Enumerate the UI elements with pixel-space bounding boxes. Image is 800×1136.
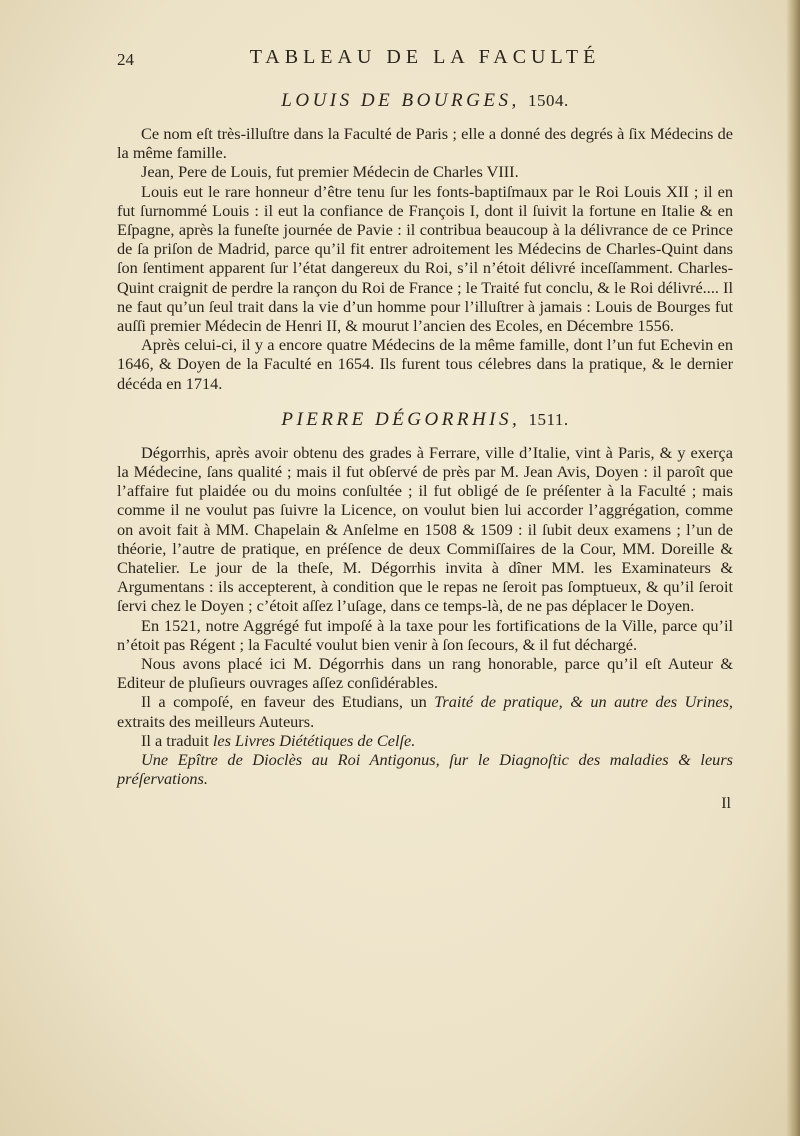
work-title-pratique: Traité de pratique, & un autre des Urines, xyxy=(434,692,733,712)
section-year: 1511. xyxy=(528,409,569,429)
paragraph: Louis eut le rare honneur d’être tenu ſur les fonts-baptiſmaux par le Roi Louis XII ; il en fut ſurnommé Louis : il eut la confiance de François I, dont il ſuivit la fortune en Italie & en Eſpagne, après la funeſte journée de Pavie : il contribua beaucoup à la délivrance de ce Prince de ſa priſon de Madrid, parce qu’il fit entrer adroitement les Médecins de Charles-Quint dans ſon ſentiment apparent ſur l’état dangereux du Roi, s’il n’étoit délivré inceſſamment. Charles-Quint craignit de perdre la rançon du Roi de France ; le Traité fut conclu, & le Roi délivré.... Il ne faut qu’un ſeul trait dans la vie d’un homme pour l’illuſtrer à jamais : Louis de Bourges fut auſſi premier Médecin de Henri II, & mourut l’ancien des Ecoles, en Décembre 1556. xyxy=(117,181,733,336)
paragraph: Nous avons placé ici M. Dégorrhis dans un rang honorable, parce qu’il eſt Auteur & Editeur de pluſieurs ouvrages aſſez conſidérables. xyxy=(117,654,733,693)
page-number: 24 xyxy=(117,50,134,69)
paragraph-works xyxy=(117,692,733,730)
section-title-text: PIERRE DÉGORRHIS, xyxy=(281,408,521,430)
section-year: 1504. xyxy=(527,91,569,110)
paragraph: Jean, Pere de Louis, fut premier Médecin de Charles VIII. xyxy=(141,162,519,182)
paragraph: En 1521, notre Aggrégé fut impoſé à la taxe pour les fortifications de la Ville, parce qu’il n’étoit pas Régent ; la Faculté voulut bien venir à ſon ſecours, & il fut déchargé. xyxy=(117,615,733,654)
running-head xyxy=(117,46,733,80)
paragraph: Dégorrhis, après avoir obtenu des grades à Ferrare, ville d’Italie, vint à Paris, & y exerça la Médecine, ſans qualité ; mais il fut obſervé de près par M. Jean Avis, Doyen : il paroît que l’affaire fut plaidée ou du moins conſultée ; il fut obligé de ſe préſenter à la Faculté ; mais comme il ne voulut pas ſuivre la Licence, on voulut bien lui accorder l’aggrégation, comme on avoit fait à MM. Chapelain & Anſelme en 1508 & 1509 : il ſubit deux examens ; l’un de théorie, l’autre de pratique, en préſence de deux Commiſſaires de la Cour, MM. Doreille & Chatelier. Le jour de la theſe, M. Dégorrhis invita à dîner MM. les Examinateurs & Argumentans : ils accepterent, à condition que le repas ne ſeroit pas ſomptueux, & qu’il ſeroit ſervi chez le Doyen ; c’étoit aſſez l’uſage, dans ce temps-là, de ne pas déplacer le Doyen. xyxy=(117,442,733,616)
section-title-text: LOUIS DE BOURGES, xyxy=(281,90,520,111)
text-block xyxy=(117,46,733,813)
works-mid: extraits des meilleurs Auteurs. xyxy=(117,711,315,731)
work-title-epitre: Une Epître de Dioclès au Roi Antigonus, ſur le Diagnoſtic des maladies & leurs préſervations. xyxy=(117,750,733,789)
running-title: TABLEAU DE LA FACULTÉ xyxy=(249,46,601,68)
catchword: Il xyxy=(721,794,731,812)
translated-intro: Il a traduit xyxy=(141,730,209,750)
work-title-celse: les Livres Diététiques de Celſe. xyxy=(212,730,416,750)
paragraph-translation xyxy=(117,731,733,750)
section-title-pierre-degorrhis xyxy=(117,409,733,431)
paragraph: Ce nom eſt très-illuſtre dans la Faculté de Paris ; elle a donné des degrés à ſix Médecins de la même famille. xyxy=(117,124,733,163)
paragraph: Après celui-ci, il y a encore quatre Médecins de la même famille, dont l’un fut Echevin en 1646, & Doyen de la Faculté en 1654. Ils furent tous célebres dans la pratique, & le dernier décéda en 1714. xyxy=(117,335,733,393)
section-title-louis-de-bourges xyxy=(117,90,733,112)
works-intro: Il a compoſé, en faveur des Etudians, un xyxy=(141,692,427,712)
page-edge-shadow xyxy=(786,0,800,1136)
